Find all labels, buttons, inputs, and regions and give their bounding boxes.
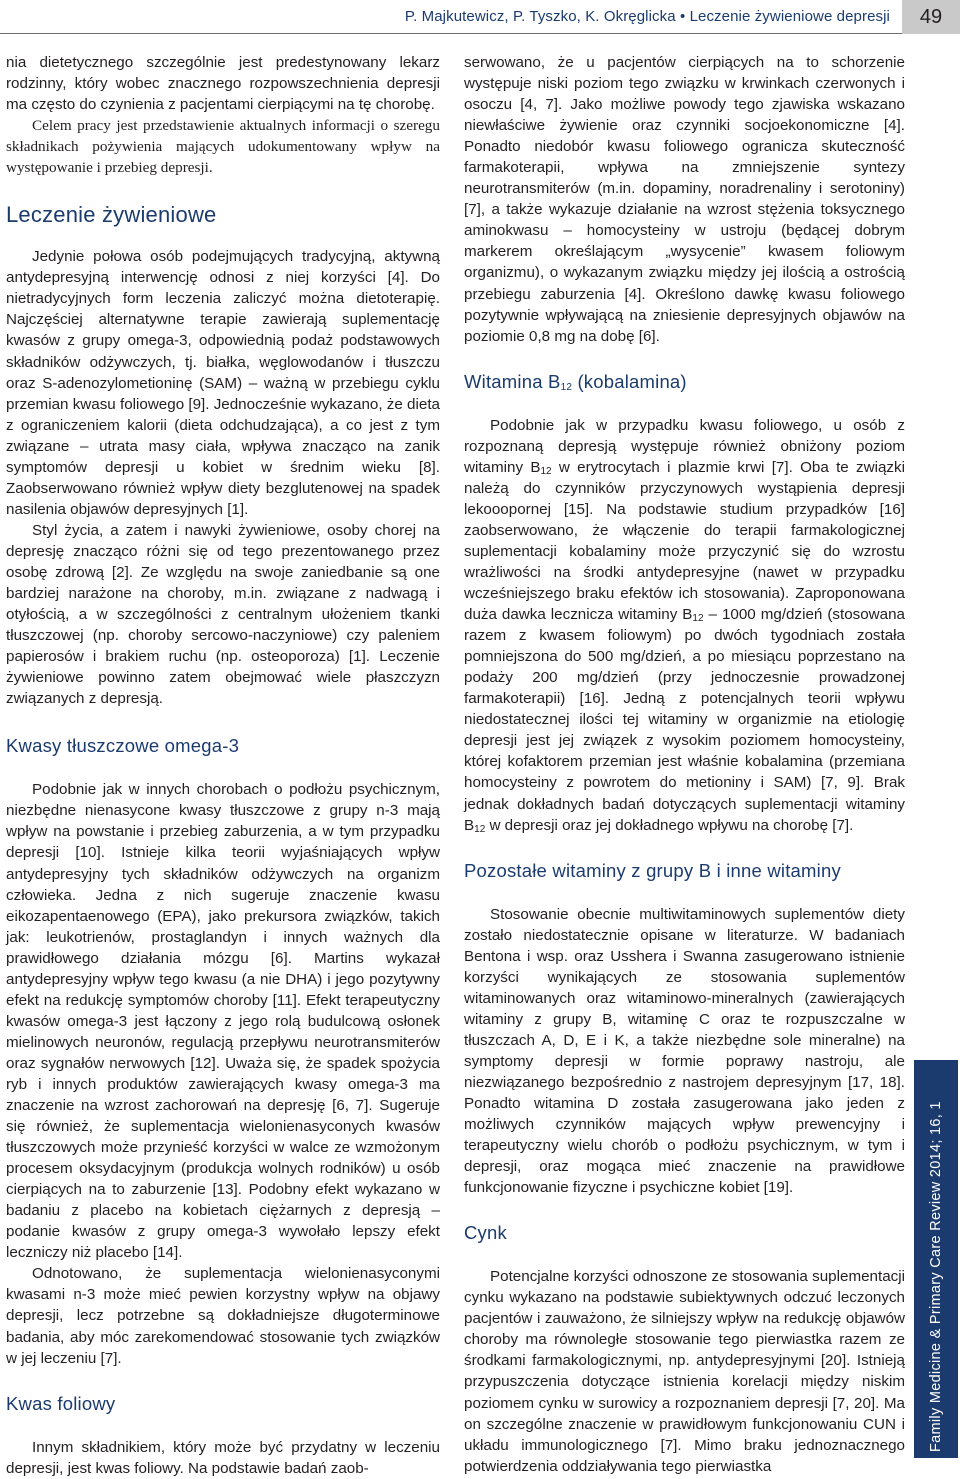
section-heading-witaminy-b: Pozostałe witaminy z grupy B i inne witaminy xyxy=(464,859,841,881)
subscript: 12 xyxy=(692,613,704,625)
running-header: P. Majkutewicz, P. Tyszko, K. Okręglicka • Leczenie żywieniowe depresji xyxy=(404,8,890,25)
text-run: w erytrocytach i plazmie krwi [7]. Oba te związki należą do czynników przyczynowych wystąpienia depresji lekooopornej [15]. Na podstawie studium przypadków [16] zaobserwowano, że włączenie do terapii farmakologicznej suplementacji kobalaminy może przyczynić się do wzrostu wrażliwości na środki antydepresyjne (nawet w przypadku wcześniejszego braku efektów ich stosowania). Zaproponowana duża dawka lecznicza witaminy B xyxy=(464,458,905,624)
journal-sidebar xyxy=(904,0,960,1458)
section-heading-cynk: Cynk xyxy=(464,1222,507,1244)
paragraph: Innym składnikiem, który może być przydatny w leczeniu depresji, jest kwas foliowy. Na podstawie badań zaob- xyxy=(6,1438,440,1477)
subscript: 12 xyxy=(540,465,552,477)
heading-text: Witamina B xyxy=(464,370,561,392)
paragraph: Odnotowano, że suplementacja wielonienasyconymi kwasami n-3 może mieć pewien korzystny wpływ na objawy depresji, lecz potrzebne są dokładniejsze długoterminowe badania, aby móc zarekomendować stosowanie tych związków w jej leczeniu [7]. xyxy=(6,1265,440,1367)
section-heading-omega3: Kwasy tłuszczowe omega-3 xyxy=(6,735,240,757)
header-rule xyxy=(0,33,902,34)
left-column xyxy=(6,52,440,1479)
subscript: 12 xyxy=(560,381,573,393)
journal-citation: Family Medicine & Primary Care Review 2014; 16, 1 xyxy=(928,1101,944,1452)
paragraph: Podobnie jak w innych chorobach o podłożu psychicznym, niezbędne nienasycone kwasy tłuszczowe z grupy n-3 mają wpływ na powstanie i przebieg zaburzenia, a w tym przypadku depresji [10]. Istnieje kilka teorii wyjaśniających wpływ antydepresyjny tych składników odżywczych na organizm człowieka. Jedna z nich sugeruje znaczenie kwasu eikozapentaenowego (EPA), jako prekursora związków, takich jak: leukotrienów, prostaglandyn i innych ważnych dla prawidłowego działania mózgu [6]. Martins wykazał antydepresyjny wpływ tego kwasu (a nie DHA) i jego pozytywny efekt na redukcję symptomów choroby [11]. Efekt terapeutyczny kwasów omega-3 jest łączony z jego rolą budulcową osłonek mielinowych neuronów, regulacją przepływu neurotransmiterów oraz sygnałów nerwowych [12]. Uważa się, że spadek spożycia ryb i innych produktów zawierających kwasy omega-3 ma znaczenie na wzrost zachorowań na depresję [6, 7]. Sugeruje się również, że suplementacja wielonienasyconych kwasów tłuszczowych może przynieść korzyści w walce ze wzmożonym procesem oksydacyjnym (produkcja wolnych rodników) u osób cierpiących na to zaburzenie [13]. Podobny efekt wykazano w badaniu z placebo na kobietach ciężarnych z depresją – podanie kwasów z grupy omega-3 wywołało lepszy efekt leczniczy niż placebo [14]. xyxy=(6,781,440,1262)
text-run: w depresji oraz jej dokładnego wpływu na chorobę [7]. xyxy=(485,816,854,834)
section-heading-leczenie: Leczenie żywieniowe xyxy=(6,202,217,228)
paragraph: Potencjalne korzyści odnoszone ze stosowania suplementacji cynku wykazano na podstawie subiektywnych odczuć leczonych pacjentów i zauważono, że silniejszy wpływ na redukcję objawów choroby ma równoległe stosowanie tego pierwiastka razem ze środkami farmakologicznymi, np. antydepresyjnymi [20]. Istnieją przypuszczenia dotyczące istnienia korelacji między niskim poziomem cynku w surowicy a rozpoznaniem depresji [7, 20]. Ma on szczególne znaczenie w prawidłowym funkcjonowaniu CUN i układu immunologicznego [7]. Mimo braku jednoznacznego potwierdzenia oddziaływania tego pierwiastka xyxy=(464,1268,905,1475)
paragraph: Styl życia, a zatem i nawyki żywieniowe, osoby chorej na depresję znacząco różni się od tego prezentowanego przez osobę zdrową [2]. Ze względu na swoje zaniedbanie są one bardziej narażone na choroby, m.in. związane z nadwagą i otyłością, a w szczególności z centralnym ułożeniem tkanki tłuszczowej (np. choroby sercowo-naczyniowe) czy paleniem papierosów i brakiem ruchu (np. osteoporoza) [1]. Leczenie żywieniowe powinno zatem obejmować wiele płaszczyzn związanych z depresją. xyxy=(6,521,440,708)
section-heading-kwas-foliowy: Kwas foliowy xyxy=(6,1392,116,1414)
paragraph xyxy=(464,415,905,836)
paragraph: nia dietetycznego szczególnie jest predestynowany lekarz rodzinny, który wobec znacznego rozpowszechnienia depresji ma często do czynienia z pacjentami cierpiącymi na tę chorobę. xyxy=(6,54,440,114)
right-column xyxy=(464,52,905,1477)
paragraph: Jedynie połowa osób podejmujących tradycyjną, aktywną antydepresyjną interwencję odnosi z niej korzyści [4]. Do nietradycyjnych form leczenia zaliczyć można dietoterapię. Najczęściej alternatywne terapie zawierają suplementację kwasów z grupy omega-3, odpowiednią podaż podstawowych składników odżywczych, tj. białka, węglowodanów i tłuszczu oraz S-adenozylometioninę (SAM) – ważną w przebiegu cyklu przemian kwasu foliowego [9]. Jednocześnie wykazano, że dieta z ograniczeniem kalorii (dieta odchudzająca), a co jest z tym związane – utrata masy ciała, wpływa znacząco na zanik symptomów depresji u kobiet w średnim wieku [8]. Zaobserwowano również wpływ diety bezglutenowej na spadek nasilenia objawów depresyjnych [1]. xyxy=(6,248,440,518)
paragraph: Stosowanie obecnie multiwitaminowych suplementów diety zostało niedostatecznie opisane w literaturze. W badaniach Bentona i wsp. oraz Usshera i Swanna zasugerowano istnienie korzyści wynikających ze stosowania suplementów witaminowanych oraz witaminowo-mineralnych (zawierających witaminy z grupy B, witaminę C oraz te rozpuszczalne w tłuszczach A, D, E i K, a także niezbędne sole mineralne) na symptomy depresji w formie poprawy nastroju, ale niezwiązanego bezpośrednio z nastrojem depresyjnym [17, 18]. Ponadto witamina D została zasugerowana jako jeden z możliwych czynników mających wpływ prewencyjny i terapeutyczny wielu chorób o podłożu psychicznym, w tym i depresji, oraz mogąca mieć znaczenie na prawidłowe funkcjonowanie fizyczne i psychiczne kobiet [19]. xyxy=(464,905,905,1197)
page-number: 49 xyxy=(902,0,960,34)
section-heading-witamina-b12 xyxy=(464,371,905,393)
text-run: Podobnie jak w przypadku kwasu foliowego, u osób z rozpoznaną depresją występuje również obniżony poziom witaminy B xyxy=(464,416,905,476)
paragraph: Celem pracy jest przedstawienie aktualnych informacji o szeregu składnikach pożywienia mających udokumentowany wpływ na występowanie i przebieg depresji. xyxy=(6,117,440,177)
heading-text: (kobalamina) xyxy=(572,370,687,392)
paragraph: serwowano, że u pacjentów cierpiących na to schorzenie występuje niski poziom tego związku w krwinkach czerwonych i osoczu [4, 7]. Jako możliwe powody tego zjawiska wskazano niewłaściwe żywienie oraz czynniki socjoekonomiczne [4]. Ponadto niedobór kwasu foliowego ogranicza skuteczność farmakoterapii, wpływa na zmniejszenie syntezy neurotransmiterów (m.in. dopaminy, noradrenaliny i serotoniny) [7], a także wykazuje działanie na wzrost stężenia toksycznego aminokwasu – homocysteiny w ustroju (będącej dobrym markerem określającym „wysycenie” kwasem foliowym organizmu), o wykazanym związku między jej ilością a ostrością przebiegu zaburzenia [4]. Określono dawkę kwasu foliowego pozytywnie wpływającą na zniesienie depresyjnych objawów na poziomie 0,8 mg na dobę [6]. xyxy=(464,54,905,345)
subscript: 12 xyxy=(474,823,486,835)
text-run: – 1000 mg/dzień (stosowana razem z kwasem foliowym) po dwóch tygodniach została pomniejszona do 500 mg/dzień, a po miesiącu poprzestano na podaży 200 mg/dzień (przy jednoczesnie prowadzonej farmakoterapii) [16]. Jedną z potencjalnych teorii wpływu niedostatecznej ilości tej witaminy w organizmie na etiologię depresji jest jej związek z wysokim poziomem homocysteiny, której kofaktorem przemian jest właśnie kobalamina (przemiana homocysteiny z powrotem do metioniny i SAM) [7, 9]. Brak jednak dokładnych badań dotyczących suplementacji witaminy B xyxy=(464,606,905,834)
